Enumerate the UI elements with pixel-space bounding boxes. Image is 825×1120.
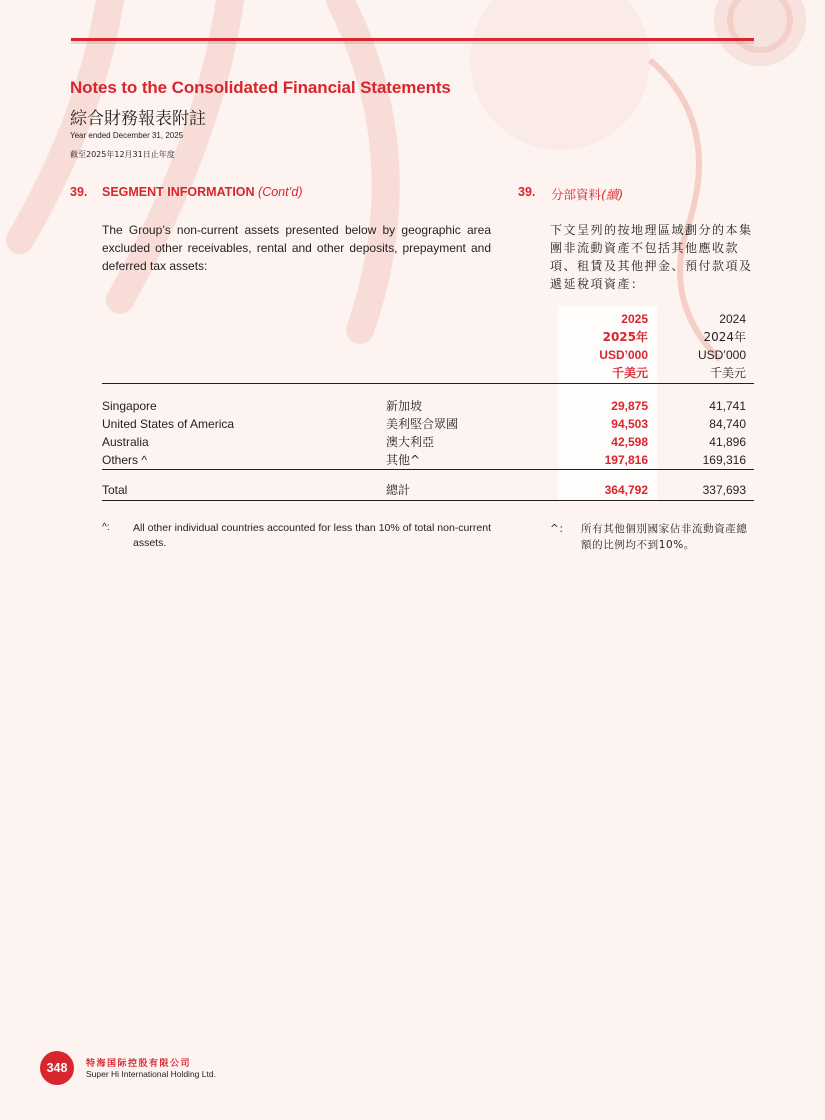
- section-title-zh-suffix: (續): [601, 187, 624, 202]
- period-label-zh: 截至2025年12月31日止年度: [70, 150, 175, 159]
- row-label: Singapore: [102, 399, 157, 413]
- value-2024: 84,740: [709, 417, 746, 431]
- page-number: 348: [40, 1051, 74, 1085]
- footnote-mark: ^:: [102, 521, 110, 533]
- column-header-2025: [560, 310, 648, 382]
- column-year-zh: 2025年: [602, 330, 648, 344]
- column-year: 2025: [621, 312, 648, 326]
- company-name-zh: 特海国际控股有限公司: [86, 1059, 192, 1069]
- total-rule: [102, 500, 754, 501]
- value-2025: 42,598: [611, 435, 648, 449]
- subtotal-rule: [102, 469, 754, 470]
- column-unit: USD’000: [697, 348, 746, 362]
- column-unit: USD’000: [599, 348, 648, 362]
- row-label: Australia: [102, 435, 149, 449]
- top-rule-shadow: [71, 41, 754, 44]
- value-2024: 41,896: [709, 435, 746, 449]
- total-2024: 337,693: [702, 483, 746, 497]
- intro-paragraph-zh: 下文呈列的按地理區域劃分的本集團非流動資產不包括其他應收款項、租賃及其他押金、預付款項及遞延稅項資產：: [550, 223, 753, 291]
- row-label-zh: 美利堅合眾國: [386, 417, 459, 431]
- row-label: United States of America: [102, 417, 235, 431]
- value-2024: 41,741: [709, 399, 746, 413]
- value-2025: 94,503: [611, 417, 648, 431]
- total-2025: 364,792: [604, 483, 648, 497]
- section-title-zh: [551, 185, 623, 203]
- value-2025: 197,816: [604, 453, 648, 467]
- row-label-zh: 新加坡: [386, 399, 423, 413]
- page-title: Notes to the Consolidated Financial Statements: [70, 78, 451, 97]
- footnote-mark-zh: ^：: [550, 523, 570, 535]
- value-2025: 29,875: [611, 399, 648, 413]
- row-label-zh: 澳大利亞: [386, 435, 435, 449]
- section-number: 39.: [70, 185, 88, 199]
- section-title-zh-text: 分部資料: [551, 187, 602, 202]
- section-title-suffix: (Cont’d): [258, 185, 303, 199]
- period-label: Year ended December 31, 2025: [70, 131, 184, 140]
- value-2024: 169,316: [702, 453, 746, 467]
- table-row: [102, 433, 754, 451]
- row-label-zh: 其他^: [386, 453, 421, 467]
- total-row: [102, 481, 754, 499]
- section-title: [102, 185, 303, 199]
- row-label: Others ^: [102, 453, 147, 467]
- header-rule: [102, 383, 754, 384]
- table-row: [102, 451, 754, 469]
- company-name: Super Hi International Holding Ltd.: [86, 1069, 216, 1079]
- column-year-zh: 2024年: [703, 330, 746, 344]
- page-title-zh: 綜合財務報表附註: [70, 109, 206, 129]
- table-row: [102, 415, 754, 433]
- table-row: [102, 397, 754, 415]
- total-label: Total: [102, 483, 128, 497]
- footnote-text-zh: 所有其他個別國家佔非流動資產總額的比例均不到10%。: [581, 523, 748, 551]
- column-year: 2024: [719, 312, 746, 326]
- column-header-2024: [660, 310, 746, 382]
- section-number-zh: 39.: [518, 185, 536, 199]
- section-title-text: SEGMENT INFORMATION: [102, 185, 255, 199]
- column-unit-zh: 千美元: [709, 366, 746, 380]
- column-unit-zh: 千美元: [611, 366, 648, 380]
- footnote-text: All other individual countries accounted for less than 10% of total non-current assets.: [133, 522, 491, 549]
- intro-paragraph: The Group’s non-current assets presented below by geographic area excluded other receivables, rental and other deposits, prepayment and deferred tax assets:: [102, 223, 491, 273]
- total-label-zh: 總計: [386, 483, 411, 497]
